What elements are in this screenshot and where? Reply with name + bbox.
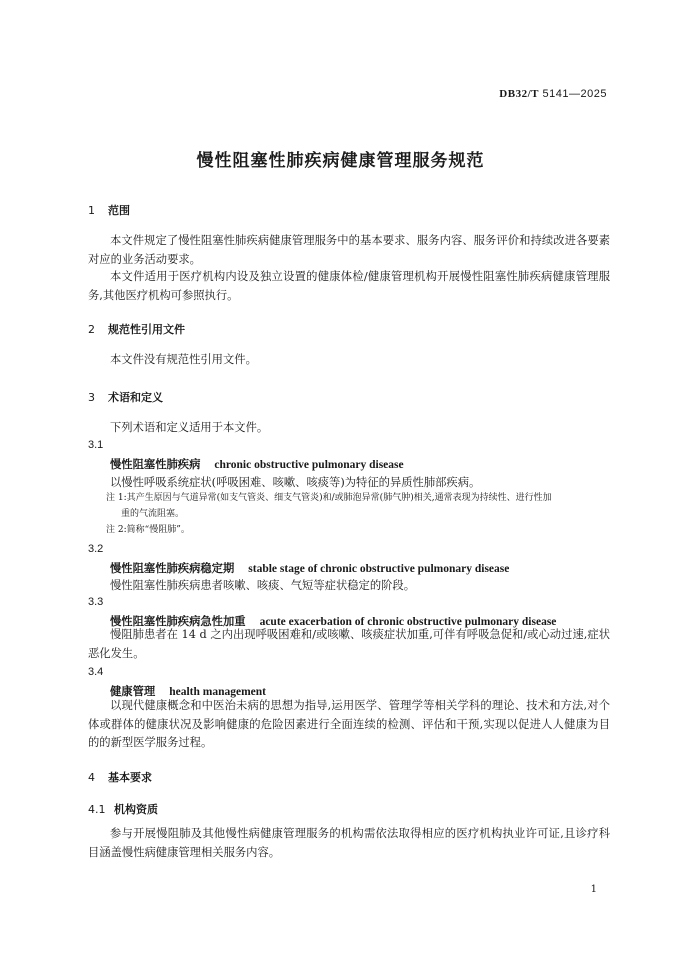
section-1-heading: 1 范围: [88, 204, 130, 217]
section-4-1-paragraph-1: 参与开展慢阻肺及其他慢性病健康管理服务的机构需依法取得相应的医疗机构执业许可证,且诊疗科目涵盖慢性病健康管理相关服务内容。: [88, 827, 610, 859]
document-code: DB32/T 5141—2025: [499, 88, 607, 100]
term-3-4-definition: 以现代健康概念和中医治未病的思想为指导,运用医学、管理学等相关学科的理论、技术和方法,对个体或群体的健康状况及影响健康的危险因素进行全面连续的检测、评估和干预,实现以促进人人健康为目的的新型医学服务过程。: [88, 699, 610, 749]
term-3-1-number: 3.1: [88, 439, 104, 451]
term-3-2-title: 慢性阻塞性肺疾病稳定期 stable stage of chronic obstructive pulmonary disease: [110, 562, 510, 575]
term-3-1-note-1: 注 1:其产生原因与气道异常(如支气管炎、细支气管炎)和/或肺泡异常(肺气肿)相关,通常表现为持续性、进行性加 重的气流阻塞。: [106, 493, 552, 519]
term-3-1-title: 慢性阻塞性肺疾病 chronic obstructive pulmonary disease: [110, 458, 404, 471]
term-3-4-title: 健康管理 health management: [110, 685, 266, 698]
term-3-3-definition: 慢阻肺患者在 14 d 之内出现呼吸困难和/或咳嗽、咳痰症状加重,可伴有呼吸急促和/或心动过速,症状恶化发生。: [88, 628, 610, 660]
term-3-3-title: 慢性阻塞性肺疾病急性加重 acute exacerbation of chronic obstructive pulmonary disease: [110, 615, 557, 628]
document-title: 慢性阻塞性肺疾病健康管理服务规范: [196, 151, 485, 171]
page-number: 1: [590, 884, 597, 895]
term-3-4-number: 3.4: [88, 666, 104, 678]
section-3-intro: 下列术语和定义适用于本文件。: [110, 421, 269, 434]
term-3-3-number: 3.3: [88, 596, 104, 608]
section-2-paragraph-1: 本文件没有规范性引用文件。: [110, 353, 257, 366]
section-1-paragraph-2: 本文件适用于医疗机构内设及独立设置的健康体检/健康管理机构开展慢性阻塞性肺疾病健康管理服务,其他医疗机构可参照执行。: [88, 270, 610, 302]
term-3-1-definition: 以慢性呼吸系统症状(呼吸困难、咳嗽、咳痰等)为特征的异质性肺部疾病。: [110, 476, 481, 489]
section-4-heading: 4 基本要求: [88, 771, 152, 784]
section-1-paragraph-1: 本文件规定了慢性阻塞性肺疾病健康管理服务中的基本要求、服务内容、服务评价和持续改进各要素对应的业务活动要求。: [88, 234, 610, 266]
term-3-2-number: 3.2: [88, 543, 104, 555]
term-3-1-note-2: 注 2:简称“慢阻肺”。: [106, 525, 190, 535]
section-3-heading: 3 术语和定义: [88, 391, 163, 404]
term-3-2-definition: 慢性阻塞性肺疾病患者咳嗽、咳痰、气短等症状稳定的阶段。: [110, 579, 416, 592]
section-4-1-heading: 4.1 机构资质: [88, 803, 158, 816]
section-2-heading: 2 规范性引用文件: [88, 323, 185, 336]
